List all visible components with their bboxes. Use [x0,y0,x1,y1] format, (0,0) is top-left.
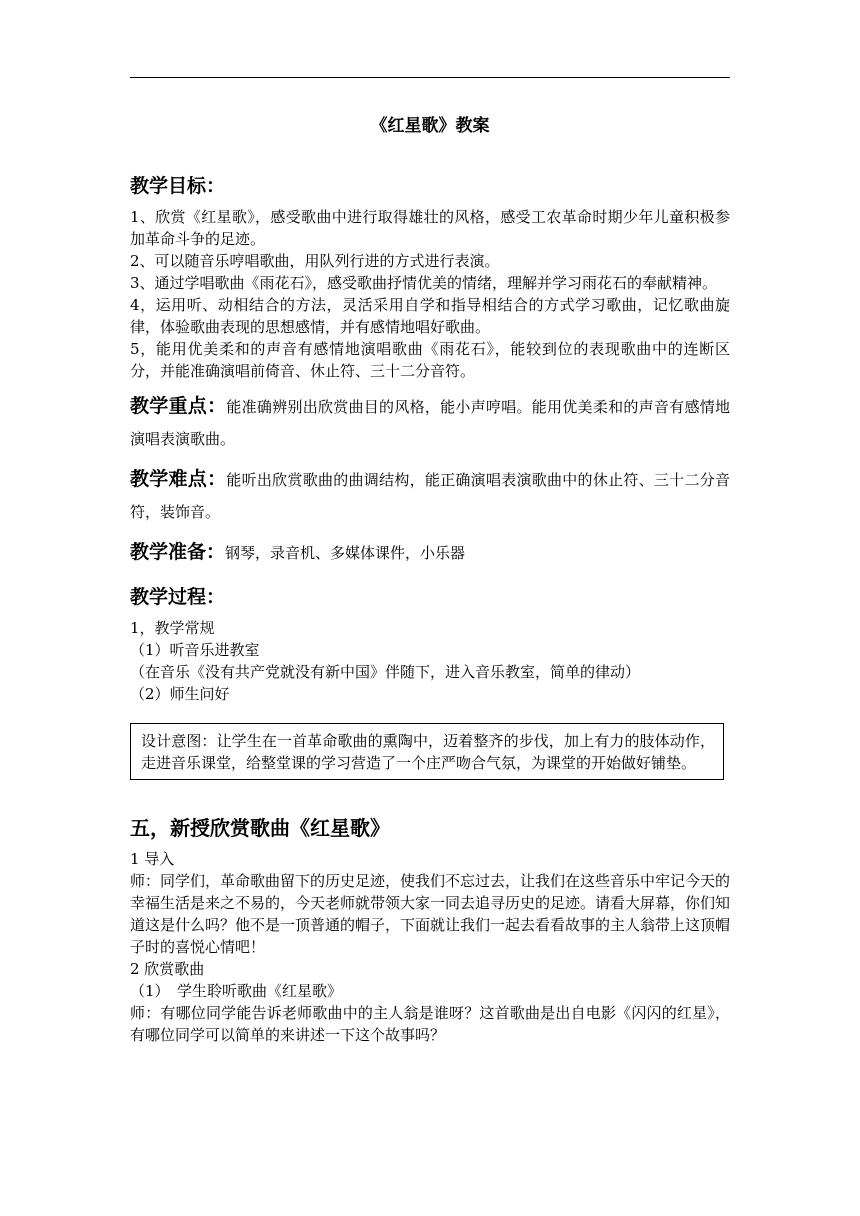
key-points-section [130,390,730,455]
section-five-heading: 五，新授欣赏歌曲《红星歌》 [130,816,390,840]
objective-item: 1、欣赏《红星歌》，感受歌曲中进行取得雄壮的风格，感受工农革命时期少年儿童积极参加革命斗争的足迹。 [130,208,730,248]
objective-item: 2、可以随音乐哼唱歌曲，用队列行进的方式进行表演。 [130,252,500,270]
difficulties-text: 能听出欣赏歌曲的曲调结构，能正确演唱表演歌曲中的休止符、三十二分音符，装饰音。 [130,471,730,521]
difficulties-label: 教学难点： [130,468,227,490]
process-heading: 教学过程： [130,586,226,608]
section-five-line: 师：同学们，革命歌曲留下的历史足迹，使我们不忘过去，让我们在这些音乐中牢记今天的幸福生活是来之不易的，今天老师就带领大家一同去追寻历史的足迹。请看大屏幕，你们知道这是什么吗？他不是一顶普通的帽子，下面就让我们一起去看看故事的主人翁带上这顶帽子时的喜悦心情吧！ [130,872,731,956]
preparation-label: 教学准备： [130,541,226,563]
section-five-line: （1） 学生聆听歌曲《红星歌》 [130,982,343,1000]
difficulties-section [130,463,730,528]
document-body [130,112,730,1046]
section-five-line: 2 欣赏歌曲 [130,960,205,978]
process-line: （1）听音乐进教室 [130,641,260,659]
section-five-line: 1 导入 [130,850,175,868]
objective-item: 3、通过学唱歌曲《雨花石》，感受歌曲抒情优美的情绪，理解并学习雨花石的奉献精神。 [130,274,718,292]
key-points-text: 能准确辨别出欣赏曲目的风格，能小声哼唱。能用优美柔和的声音有感情地演唱表演歌曲。 [130,398,730,448]
section-five-line: 师：有哪位同学能告诉老师歌曲中的主人翁是谁呀？这首歌曲是出自电影《闪闪的红星》，有哪位同学可以简单的来讲述一下这个故事吗？ [130,1004,730,1044]
document-title: 《红星歌》教案 [370,116,490,136]
preparation-text: 钢琴，录音机、多媒体课件，小乐器 [225,544,466,562]
preparation-section [130,536,730,569]
process-line: 1，教学常规 [130,619,215,637]
objective-item: 5，能用优美柔和的声音有感情地演唱歌曲《雨花石》，能较到位的表现歌曲中的连断区分，并能准确演唱前倚音、休止符、三十二分音符。 [130,340,730,380]
objective-item: 4，运用听、动相结合的方法，灵活采用自学和指导相结合的方式学习歌曲，记忆歌曲旋律，体验歌曲表现的思想感情，并有感情地唱好歌曲。 [130,296,730,336]
objectives-heading: 教学目标： [130,175,226,197]
header-rule [130,77,730,78]
design-intent-box: 设计意图：让学生在一首革命歌曲的熏陶中，迈着整齐的步伐，加上有力的肢体动作，走进音乐课堂，给整堂课的学习营造了一个庄严吻合气氛，为课堂的开始做好铺垫。 [130,723,724,780]
key-points-label: 教学重点： [130,395,227,417]
process-line: （2）师生问好 [130,685,230,703]
process-line: （在音乐《没有共产党就没有新中国》伴随下，进入音乐教室，简单的律动） [130,663,641,681]
